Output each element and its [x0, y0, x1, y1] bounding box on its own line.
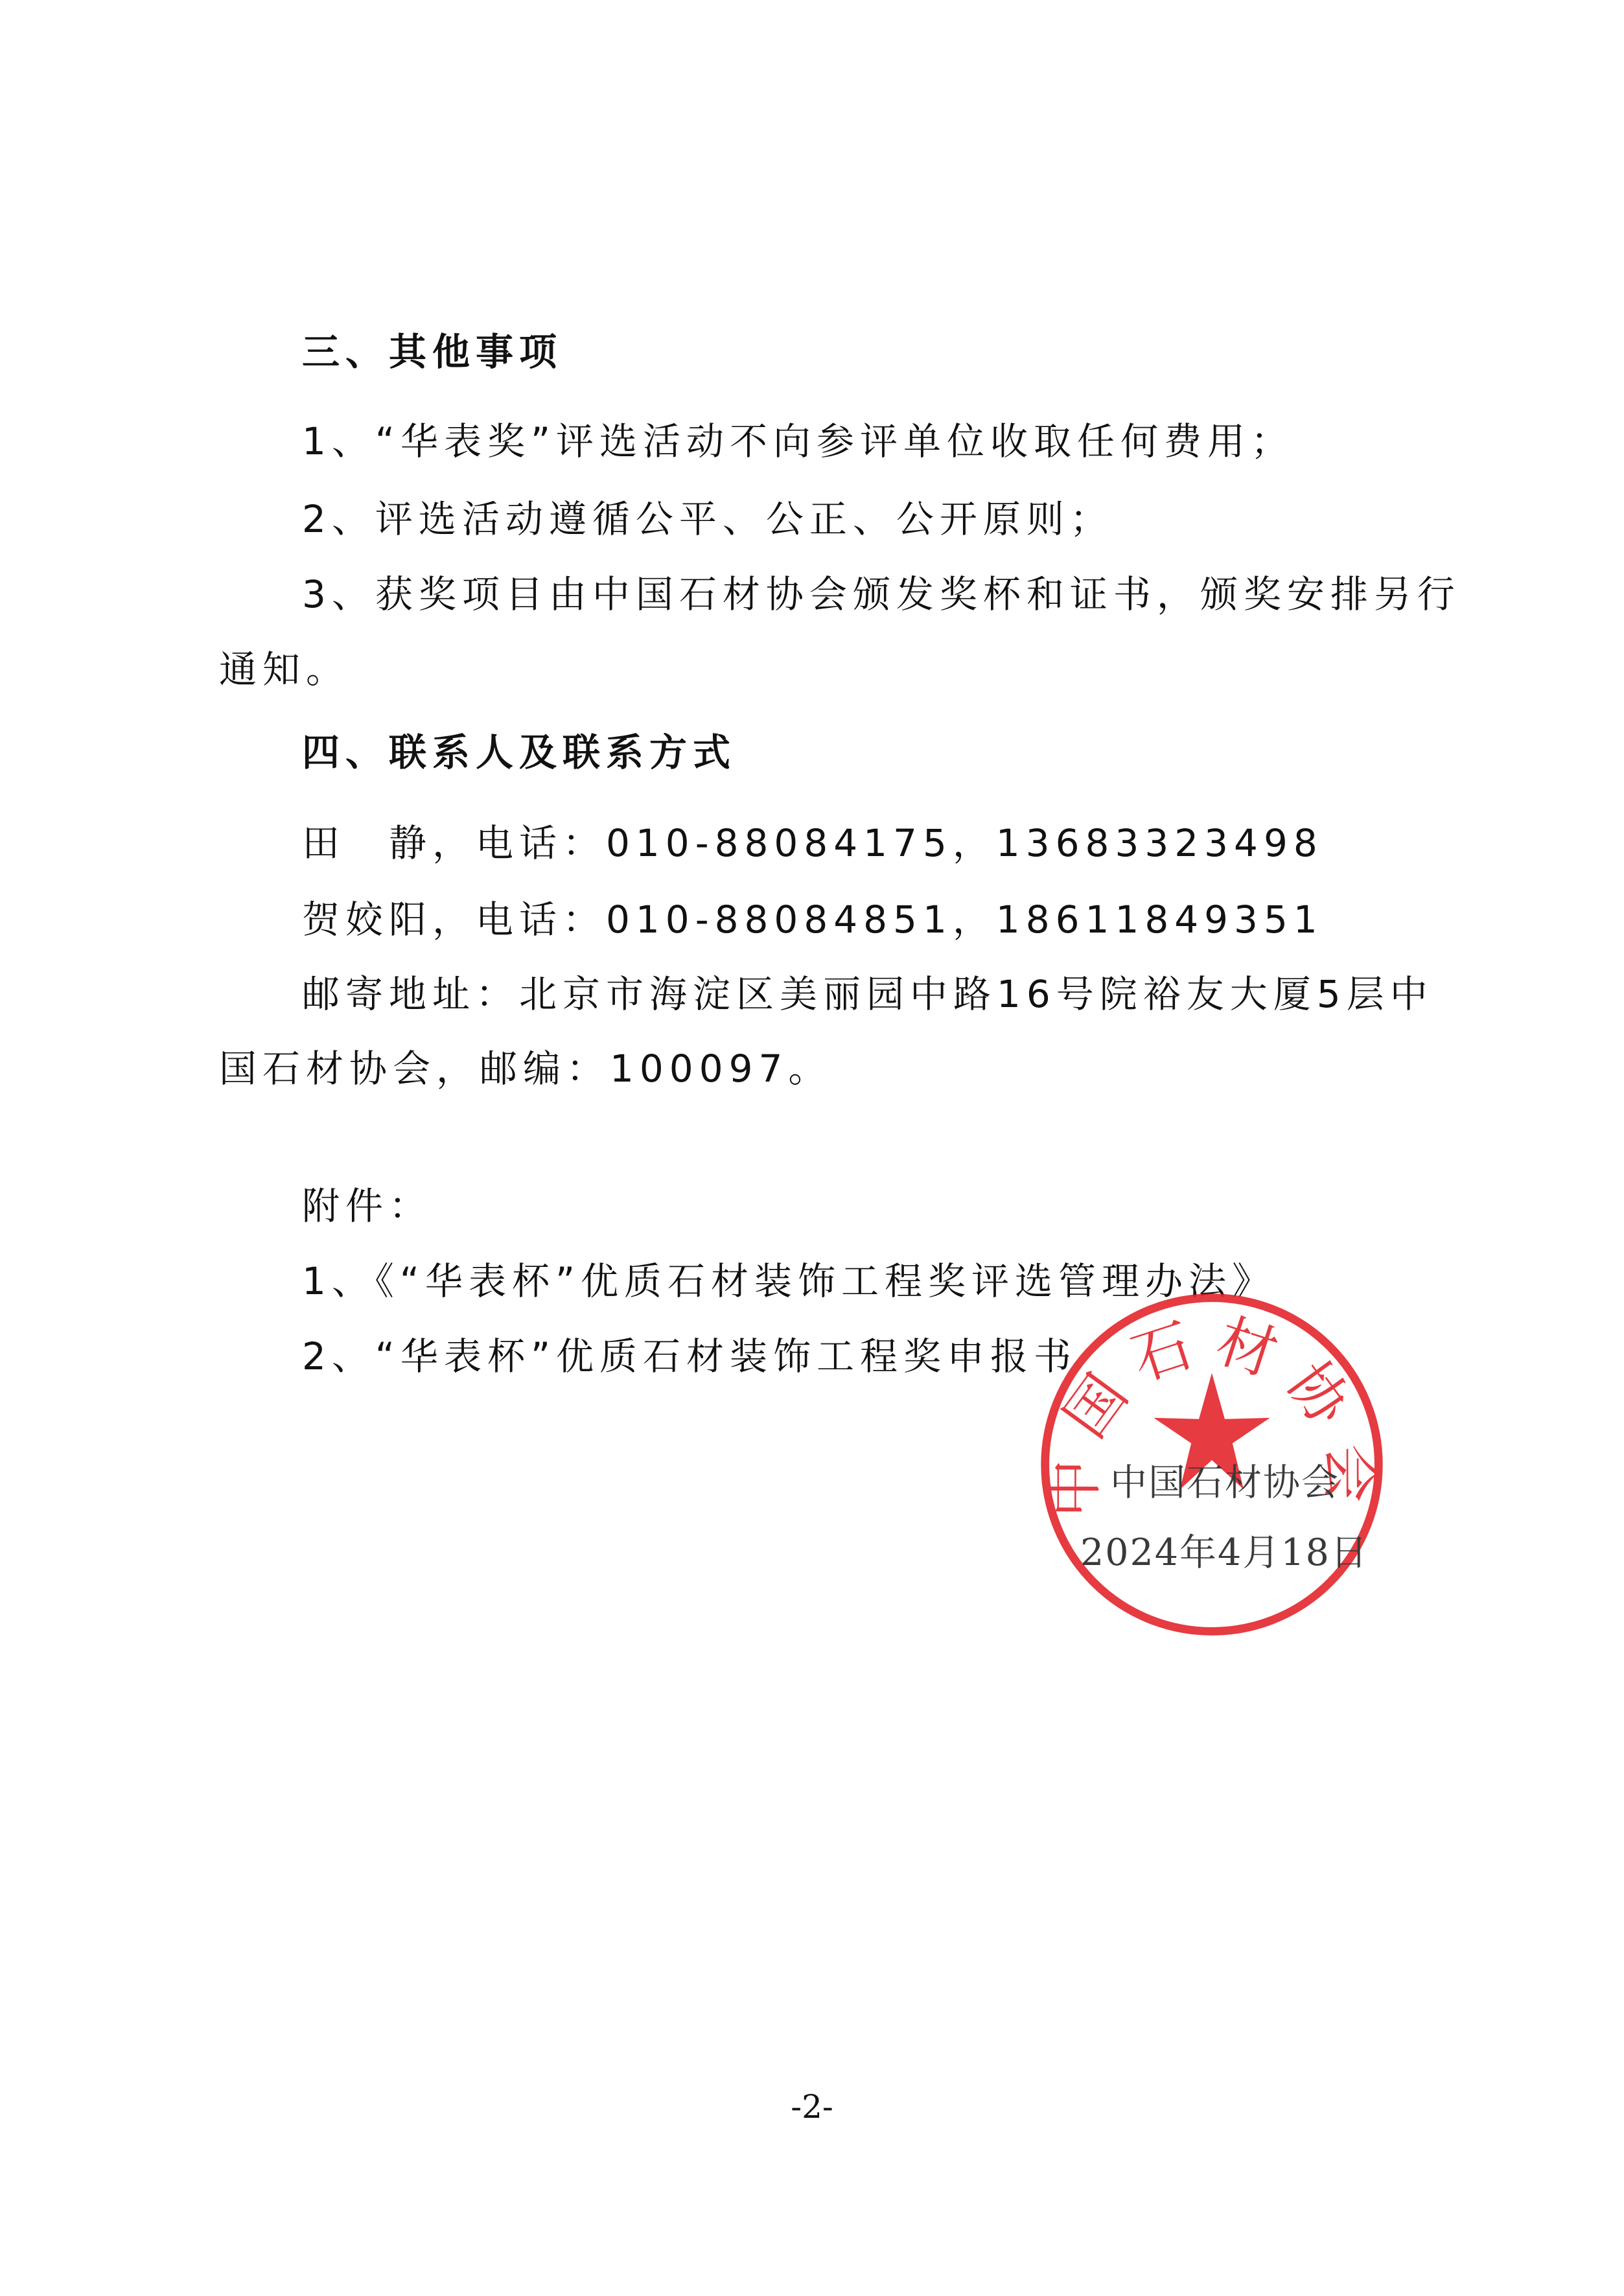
section-3-item-1: 1、“华表奖”评选活动不向参评单位收取任何费用；: [302, 419, 1294, 463]
signing-date: 2024年4月18日: [1080, 1531, 1369, 1574]
section-3-item-3-continued: 通知。: [219, 647, 350, 691]
contact-tian-jing: 田 静，电话：010-88084175，13683323498: [302, 821, 1323, 865]
mailing-address-continued: 国石材协会，邮编：100097。: [219, 1047, 832, 1091]
attachment-item-2: 2、“华表杯”优质石材装饰工程奖申报书: [302, 1334, 1077, 1378]
signing-organization: 中国石材协会: [1110, 1461, 1340, 1504]
section-3-item-3: 3、获奖项目由中国石材协会颁发奖杯和证书，颁奖安排另行: [302, 572, 1461, 616]
page-number: -2-: [791, 2088, 833, 2126]
attachments-label: 附件：: [302, 1184, 433, 1228]
seal-text: 中国石材协会: [1040, 1306, 1384, 1518]
contact-he-jiaoyang: 贺姣阳，电话：010-88084851，18611849351: [302, 898, 1323, 942]
section-4-heading: 四、联系人及联系方式: [302, 730, 737, 774]
mailing-address: 邮寄地址：北京市海淀区美丽园中路16号院裕友大厦5层中: [302, 972, 1433, 1016]
attachment-item-1: 1、《“华表杯”优质石材装饰工程奖评选管理办法》: [302, 1259, 1275, 1303]
section-3-item-2: 2、评选活动遵循公平、公正、公开原则；: [302, 497, 1113, 541]
section-3-heading: 三、其他事项: [302, 330, 563, 374]
